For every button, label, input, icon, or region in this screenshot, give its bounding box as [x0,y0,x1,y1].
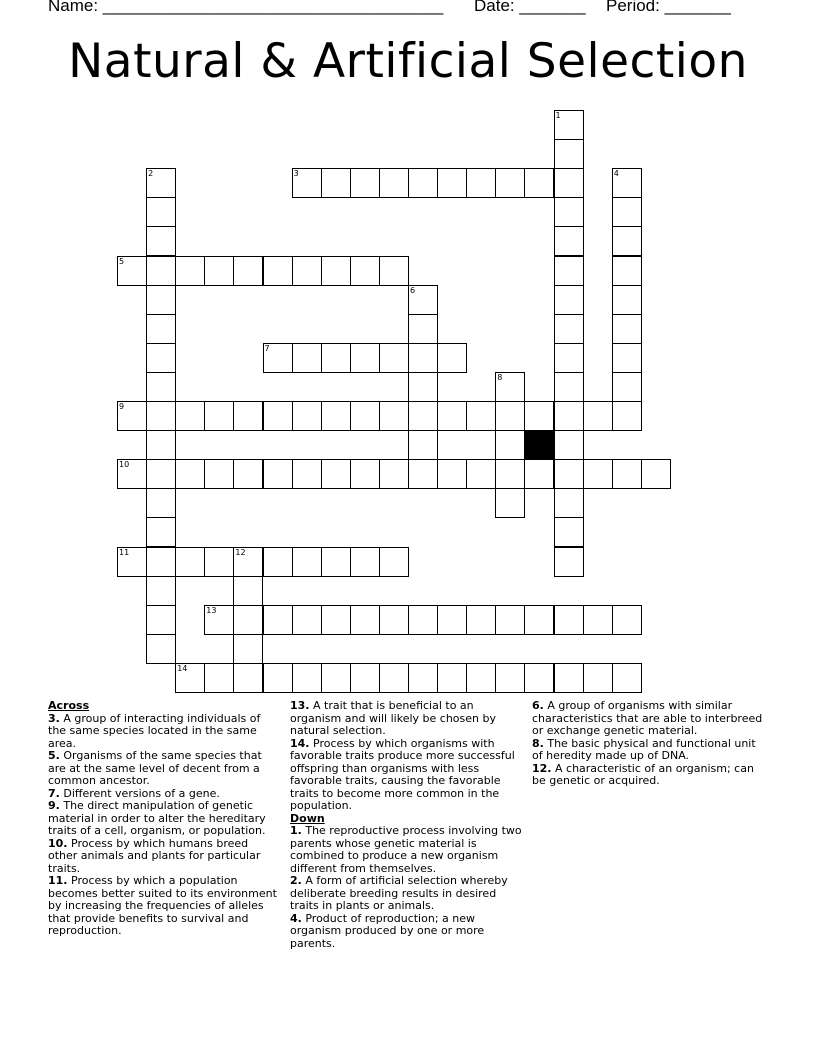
cell-down-1-r12-c15[interactable] [554,459,584,489]
cell-across-13-r17-c10[interactable] [408,605,438,635]
cell-down-8-r11-c13[interactable] [495,430,525,460]
cell-across-9-r10-c10[interactable] [408,401,438,431]
cell-across-10-r12-c3[interactable] [204,459,234,489]
clue-across-3: 3. A group of interacting individuals of the same species located in the same area. [48,711,261,750]
cell-across-13-r17-c14[interactable] [524,605,554,635]
cell-down-1-r11-c15[interactable] [554,430,584,460]
cell-across-13-r17-c17[interactable] [612,605,642,635]
cell-across-11-r15-c9[interactable] [379,547,409,577]
cell-across-14-r19-c8[interactable] [350,663,380,693]
cell-across-14-r19-c7[interactable] [321,663,351,693]
cell-down-1-r9-c17[interactable] [612,372,642,402]
cell-across-14-r19-c13[interactable] [495,663,525,693]
cell-across-3-r2-c10[interactable] [408,168,438,198]
clue-number: 5 [119,256,125,266]
cell-across-10-r12-c16[interactable] [583,459,613,489]
clue-down-2: 2. A form of artificial selection whereby deliberate breeding results in desired traits in plants or animals. [290,874,508,912]
cell-across-7-r8-c8[interactable] [350,343,380,373]
cell-across-14-r19-c17[interactable] [612,663,642,693]
cell-across-7-r8-c9[interactable] [379,343,409,373]
clue-number: 6 [410,285,416,295]
cell-across-13-r17-c6[interactable] [292,605,322,635]
cell-across-5-r5-c1[interactable] [146,256,176,286]
cell-across-5-r5-c3[interactable] [204,256,234,286]
cell-down-6-r11-c10[interactable] [408,430,438,460]
cell-across-5-r5-c4[interactable] [233,256,263,286]
cell-across-10-r12-c9[interactable] [379,459,409,489]
cell-across-14-r19-c3[interactable] [204,663,234,693]
cell-across-9-r10-c11[interactable] [437,401,467,431]
cell-across-9-r10-c5[interactable] [263,401,293,431]
cell-across-7-r8-c11[interactable] [437,343,467,373]
cell-down-2-r6-c1[interactable] [146,285,176,315]
cell-across-14-r19-c15[interactable] [554,663,584,693]
cell-across-11-r15-c7[interactable] [321,547,351,577]
cell-across-14-r19-c14[interactable] [524,663,554,693]
cell-across-11-r15-c4[interactable] [233,547,263,577]
cell-across-5-r5-c2[interactable] [175,256,205,286]
cell-across-14-r19-c12[interactable] [466,663,496,693]
clue-number: 8 [497,372,503,382]
cell-across-10-r12-c12[interactable] [466,459,496,489]
cell-across-9-r10-c16[interactable] [583,401,613,431]
cell-down-1-r15-c15[interactable] [554,547,584,577]
cell-down-1-r8-c17[interactable] [612,343,642,373]
cell-across-7-r8-c7[interactable] [321,343,351,373]
cell-across-14-r19-c9[interactable] [379,663,409,693]
cell-across-9-r10-c2[interactable] [175,401,205,431]
across-header: Across [48,699,90,712]
cell-down-1-r10-c15[interactable] [554,401,584,431]
cell-across-11-r15-c3[interactable] [204,547,234,577]
cell-down-2-r3-c1[interactable] [146,197,176,227]
cell-across-10-r12-c14[interactable] [524,459,554,489]
cell-across-5-r5-c6[interactable] [292,256,322,286]
cell-across-13-r17-c16[interactable] [583,605,613,635]
cell-down-2-r2-c1[interactable] [146,168,176,198]
cell-across-13-r17-c9[interactable] [379,605,409,635]
cell-across-5-r5-c5[interactable] [263,256,293,286]
clue-down-6: 6. A group of organisms with similar characteristics that are able to interbreed or exchange genetic material. [532,699,763,737]
clue-number: 12 [235,547,246,557]
clue-number: 13 [206,605,217,615]
cell-across-3-r2-c7[interactable] [321,168,351,198]
cell-down-1-r10-c17[interactable] [612,401,642,431]
clue-across-5: 5. Organisms of the same species that are at the same level of decent from a common ancestor. [48,749,262,787]
cell-across-14-r19-c10[interactable] [408,663,438,693]
cell-across-7-r8-c5[interactable] [263,343,293,373]
cell-down-1-r13-c15[interactable] [554,488,584,518]
cell-across-3-r2-c12[interactable] [466,168,496,198]
cell-across-7-r8-c10[interactable] [408,343,438,373]
cell-across-11-r15-c1[interactable] [146,547,176,577]
clues-column-1 [48,700,280,938]
cell-across-9-r10-c3[interactable] [204,401,234,431]
cell-across-14-r19-c11[interactable] [437,663,467,693]
cell-across-3-r2-c14[interactable] [524,168,554,198]
cell-down-1-r1-c15[interactable] [554,139,584,169]
clue-across-14: 14. Process by which organisms with favorable traits produce more successful offspring than organisms with less favorable traits, causing the favorable traits to become more common in the population. [290,736,515,812]
cell-across-5-r5-c0[interactable] [117,256,147,286]
cell-down-2-r8-c1[interactable] [146,343,176,373]
cell-across-10-r12-c11[interactable] [437,459,467,489]
cell-down-1-r14-c15[interactable] [554,517,584,547]
cell-across-13-r17-c11[interactable] [437,605,467,635]
down-header: Down [290,811,325,825]
cell-down-2-r18-c1[interactable] [146,634,176,664]
cell-down-2-r9-c1[interactable] [146,372,176,402]
cell-down-1-r6-c15[interactable] [554,285,584,315]
cell-down-2-r11-c1[interactable] [146,430,176,460]
clue-down-4: 4. Product of reproduction; a new organism produced by one or more parents. [290,911,485,950]
cell-down-1-r6-c17[interactable] [612,285,642,315]
cell-down-1-r4-c17[interactable] [612,226,642,256]
cell-across-9-r10-c9[interactable] [379,401,409,431]
clue-number: 14 [177,663,188,673]
cell-across-14-r19-c2[interactable] [175,663,205,693]
clue-across-9: 9. The direct manipulation of genetic material in order to alter the hereditary traits of a cell, organism, or population. [48,799,266,837]
cell-across-13-r17-c8[interactable] [350,605,380,635]
cell-across-10-r12-c2[interactable] [175,459,205,489]
date-field-label: Date: _______ [474,0,586,15]
cell-across-11-r15-c2[interactable] [175,547,205,577]
cell-down-1-r7-c15[interactable] [554,314,584,344]
cell-down-1-r4-c15[interactable] [554,226,584,256]
cell-across-3-r2-c9[interactable] [379,168,409,198]
cell-across-5-r5-c9[interactable] [379,256,409,286]
cell-down-1-r7-c17[interactable] [612,314,642,344]
cell-across-9-r10-c8[interactable] [350,401,380,431]
clue-number: 4 [613,169,619,179]
cell-across-14-r19-c4[interactable] [233,663,263,693]
cell-down-2-r14-c1[interactable] [146,517,176,547]
cell-across-10-r12-c8[interactable] [350,459,380,489]
black-cell [524,430,554,460]
cell-down-1-r9-c15[interactable] [554,372,584,402]
cell-across-9-r10-c13[interactable] [495,401,525,431]
cell-down-8-r9-c13[interactable] [495,372,525,402]
cell-down-1-r0-c15[interactable] [554,110,584,140]
cell-across-11-r15-c0[interactable] [117,547,147,577]
cell-across-5-r5-c8[interactable] [350,256,380,286]
cell-across-11-r15-c8[interactable] [350,547,380,577]
cell-down-2-r7-c1[interactable] [146,314,176,344]
clue-down-8: 8. The basic physical and functional unit of heredity made up of DNA. [532,736,756,762]
cell-down-1-r5-c15[interactable] [554,256,584,286]
cell-across-13-r17-c5[interactable] [263,605,293,635]
cell-across-10-r12-c13[interactable] [495,459,525,489]
cell-down-2-r13-c1[interactable] [146,488,176,518]
cell-across-9-r10-c4[interactable] [233,401,263,431]
cell-across-10-r12-c1[interactable] [146,459,176,489]
cell-across-10-r12-c4[interactable] [233,459,263,489]
cell-down-6-r6-c10[interactable] [408,285,438,315]
cell-across-13-r17-c12[interactable] [466,605,496,635]
clues-column-2 [290,700,524,950]
cell-across-7-r8-c6[interactable] [292,343,322,373]
cell-across-10-r12-c6[interactable] [292,459,322,489]
cell-across-11-r15-c6[interactable] [292,547,322,577]
clue-across-7: 7. Different versions of a gene. [48,786,220,800]
cell-down-8-r13-c13[interactable] [495,488,525,518]
cell-down-6-r9-c10[interactable] [408,372,438,402]
cell-across-3-r2-c8[interactable] [350,168,380,198]
cell-across-13-r17-c15[interactable] [554,605,584,635]
cell-down-1-r3-c15[interactable] [554,197,584,227]
cell-down-1-r8-c15[interactable] [554,343,584,373]
cell-down-1-r5-c17[interactable] [612,256,642,286]
cell-across-3-r2-c11[interactable] [437,168,467,198]
name-field-label: Name: ____________________________________ [48,0,444,15]
clue-number: 1 [555,111,561,120]
clue-number: 2 [148,169,154,179]
cell-across-10-r12-c0[interactable] [117,459,147,489]
cell-across-5-r5-c7[interactable] [321,256,351,286]
clue-across-11: 11. Process by which a population becomes better suited to its environment by increasing the frequencies of alleles that provide benefits to survival and reproduction. [48,874,277,937]
clue-number: 9 [119,402,125,411]
cell-across-13-r17-c13[interactable] [495,605,525,635]
clue-number: 3 [293,169,299,179]
clue-number: 7 [264,343,270,353]
cell-down-12-r16-c4[interactable] [233,576,263,606]
cell-down-12-r18-c4[interactable] [233,634,263,664]
cell-across-13-r17-c4[interactable] [233,605,263,635]
cell-across-10-r12-c5[interactable] [263,459,293,489]
cell-across-9-r10-c14[interactable] [524,401,554,431]
cell-across-3-r2-c6[interactable] [292,168,322,198]
puzzle-title: Natural & Artificial Selection [68,34,748,89]
cell-across-14-r19-c6[interactable] [292,663,322,693]
cell-down-6-r7-c10[interactable] [408,314,438,344]
cell-across-13-r17-c3[interactable] [204,605,234,635]
cell-down-2-r4-c1[interactable] [146,226,176,256]
cell-across-13-r17-c7[interactable] [321,605,351,635]
clues-column-3 [532,700,768,788]
clue-across-10: 10. Process by which humans breed other animals and plants for particular traits. [48,836,261,875]
cell-down-1-r3-c17[interactable] [612,197,642,227]
cell-down-1-r2-c17[interactable] [612,168,642,198]
cell-down-1-r2-c15[interactable] [554,168,584,198]
clue-across-13: 13. A trait that is beneficial to an organism and will likely be chosen by natural selection. [290,699,496,737]
cell-across-9-r10-c7[interactable] [321,401,351,431]
cell-across-10-r12-c10[interactable] [408,459,438,489]
cell-across-9-r10-c1[interactable] [146,401,176,431]
cell-across-9-r10-c6[interactable] [292,401,322,431]
cell-down-2-r16-c1[interactable] [146,576,176,606]
cell-across-9-r10-c0[interactable] [117,401,147,431]
cell-across-11-r15-c5[interactable] [263,547,293,577]
cell-down-2-r17-c1[interactable] [146,605,176,635]
clue-down-1: 1. The reproductive process involving two parents whose genetic material is combined to produce a new organism different from themselves. [290,824,522,875]
cell-across-3-r2-c13[interactable] [495,168,525,198]
period-field-label: Period: _______ [606,0,731,15]
cell-across-10-r12-c7[interactable] [321,459,351,489]
clue-number: 10 [119,460,130,470]
cell-across-14-r19-c5[interactable] [263,663,293,693]
cell-across-9-r10-c12[interactable] [466,401,496,431]
clue-number: 11 [119,547,130,557]
cell-across-14-r19-c16[interactable] [583,663,613,693]
cell-across-10-r12-c18[interactable] [641,459,671,489]
cell-across-10-r12-c17[interactable] [612,459,642,489]
clue-down-12: 12. A characteristic of an organism; can be genetic or acquired. [532,761,754,787]
